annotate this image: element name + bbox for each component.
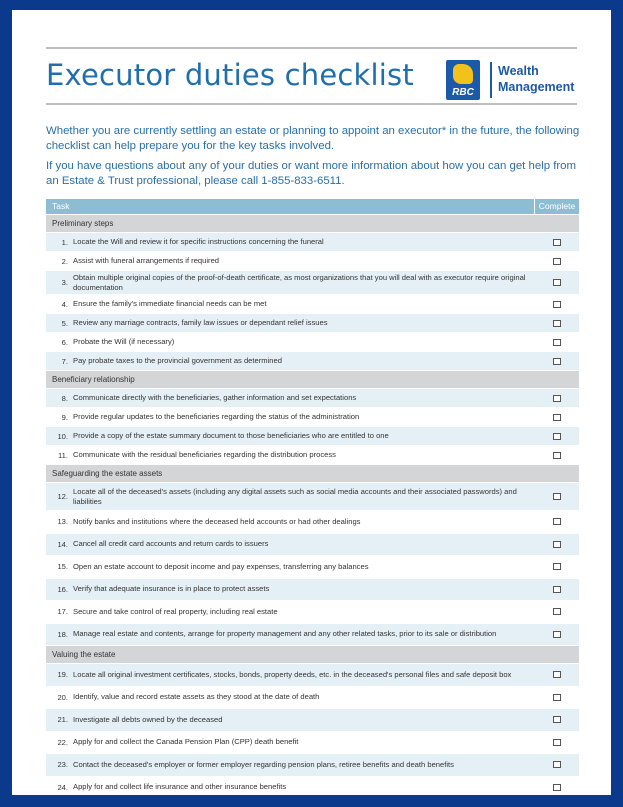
task-cell: [46, 233, 535, 251]
complete-cell: [535, 601, 579, 623]
table-row: [46, 623, 579, 646]
task-text: Locate the Will and review it for specific instructions concerning the funeral: [73, 237, 324, 246]
task-cell: [46, 271, 535, 294]
task-cell: [46, 511, 535, 533]
complete-checkbox[interactable]: [553, 518, 561, 525]
task-cell: [46, 352, 535, 370]
complete-checkbox[interactable]: [553, 395, 561, 402]
task-text: Review any marriage contracts, family law issues or dependant relief issues: [73, 318, 328, 327]
complete-checkbox[interactable]: [553, 716, 561, 723]
complete-cell: [535, 446, 579, 464]
complete-cell: [535, 754, 579, 776]
complete-cell: [535, 511, 579, 533]
task-number: 17.: [57, 607, 68, 617]
section-header: Valuing the estate: [46, 645, 579, 663]
table-row: [46, 663, 579, 686]
task-number: 5.: [61, 318, 68, 328]
complete-cell: [535, 664, 579, 686]
table-body: [46, 214, 579, 795]
table-row: [46, 313, 579, 332]
title-divider: [46, 103, 577, 105]
complete-cell: [535, 732, 579, 754]
section-header: Safeguarding the estate assets: [46, 464, 579, 482]
complete-checkbox[interactable]: [553, 784, 561, 791]
task-text: Probate the Will (if necessary): [73, 337, 175, 346]
complete-checkbox[interactable]: [553, 586, 561, 593]
task-number: 4.: [61, 299, 68, 309]
task-text: Provide regular updates to the beneficiaries regarding the status of the administration: [73, 412, 360, 421]
complete-checkbox[interactable]: [553, 608, 561, 615]
task-number: 12.: [57, 492, 68, 501]
task-text: Manage real estate and contents, arrange for property management and any other related tasks, prior to its sale or distribution: [73, 629, 497, 639]
table-row: [46, 708, 579, 731]
task-text: Locate all original investment certificates, stocks, bonds, property deeds, etc. in the deceased's personal files and safe deposit box: [73, 669, 512, 679]
task-cell: [46, 389, 535, 407]
table-row: [46, 731, 579, 754]
complete-cell: [535, 687, 579, 709]
complete-checkbox[interactable]: [553, 433, 561, 440]
complete-cell: [535, 427, 579, 445]
complete-cell: [535, 579, 579, 601]
task-number: 7.: [61, 356, 68, 366]
column-header-task: Task: [52, 201, 70, 211]
task-number: 19.: [57, 670, 68, 680]
logo-text: [498, 63, 574, 95]
complete-cell: [535, 777, 579, 796]
task-cell: [46, 624, 535, 646]
task-cell: [46, 483, 535, 510]
task-cell: [46, 687, 535, 709]
logo-divider: [490, 62, 492, 98]
complete-cell: [535, 483, 579, 510]
task-text: Assist with funeral arrangements if required: [73, 256, 220, 265]
complete-cell: [535, 233, 579, 251]
task-number: 15.: [57, 562, 68, 572]
table-row: [46, 270, 579, 294]
task-text: Verify that adequate insurance is in place to protect assets: [73, 584, 270, 594]
task-text: Communicate with the residual beneficiaries regarding the distribution process: [73, 450, 336, 459]
complete-checkbox[interactable]: [553, 414, 561, 421]
task-text: Communicate directly with the beneficiaries, gather information and set expectations: [73, 393, 357, 402]
complete-cell: [535, 352, 579, 370]
task-text: Locate all of the deceased's assets (including any digital assets such as social media accounts and their associated passwords) and liabilities: [73, 486, 517, 506]
table-row: [46, 600, 579, 623]
task-cell: [46, 556, 535, 578]
rbc-shield-icon: [446, 60, 480, 100]
complete-checkbox[interactable]: [553, 258, 561, 265]
task-cell: [46, 709, 535, 731]
task-text: Secure and take control of real property, including real estate: [73, 606, 278, 616]
complete-cell: [535, 271, 579, 294]
task-cell: [46, 732, 535, 754]
table-row: [46, 332, 579, 351]
task-cell: [46, 534, 535, 556]
task-number: 18.: [57, 629, 68, 639]
task-number: 10.: [57, 431, 68, 441]
task-number: 13.: [57, 517, 68, 527]
document-page: [12, 10, 611, 795]
table-row: [46, 232, 579, 251]
task-number: 24.: [57, 782, 68, 792]
intro-text: [46, 124, 583, 194]
complete-cell: [535, 408, 579, 426]
task-text: Pay probate taxes to the provincial government as determined: [73, 356, 282, 365]
task-cell: [46, 314, 535, 332]
task-text: Identify, value and record estate assets as they stood at the date of death: [73, 692, 320, 702]
task-number: 8.: [61, 393, 68, 403]
complete-checkbox[interactable]: [553, 279, 561, 286]
table-row: [46, 388, 579, 407]
task-number: 6.: [61, 337, 68, 347]
complete-checkbox[interactable]: [553, 320, 561, 327]
logo-line1: Wealth: [498, 64, 539, 78]
logo-brand: RBC: [452, 87, 474, 98]
checklist-table: [46, 199, 579, 795]
table-row: [46, 351, 579, 370]
table-row: [46, 294, 579, 313]
task-cell: [46, 754, 535, 776]
table-row: [46, 533, 579, 556]
complete-checkbox[interactable]: [553, 671, 561, 678]
complete-cell: [535, 624, 579, 646]
complete-cell: [535, 314, 579, 332]
table-row: [46, 407, 579, 426]
intro-paragraph-2: If you have questions about any of your duties or want more information about how you can get help from an Estate & Trust professional, please call 1-855-833-6511.: [46, 160, 576, 187]
task-text: Apply for and collect the Canada Pension Plan (CPP) death benefit: [73, 737, 299, 747]
table-row: [46, 686, 579, 709]
table-row: [46, 251, 579, 270]
complete-checkbox[interactable]: [553, 452, 561, 459]
complete-checkbox[interactable]: [553, 563, 561, 570]
complete-cell: [535, 709, 579, 731]
task-cell: [46, 579, 535, 601]
page-title: Executor duties checklist: [46, 58, 414, 92]
task-cell: [46, 664, 535, 686]
task-number: 2.: [61, 256, 68, 266]
table-row: [46, 578, 579, 601]
intro-paragraph-1: Whether you are currently settling an estate or planning to appoint an executor* in the future, the following checklist can help prepare you for the key tasks involved.: [46, 125, 580, 152]
complete-checkbox[interactable]: [553, 358, 561, 365]
complete-cell: [535, 252, 579, 270]
task-text: Investigate all debts owned by the deceased: [73, 714, 223, 724]
task-number: 21.: [57, 715, 68, 725]
complete-checkbox[interactable]: [553, 739, 561, 746]
task-cell: [46, 427, 535, 445]
complete-cell: [535, 389, 579, 407]
complete-checkbox[interactable]: [553, 631, 561, 638]
task-number: 3.: [61, 278, 68, 287]
section-header: Preliminary steps: [46, 214, 579, 232]
section-header: Beneficiary relationship: [46, 370, 579, 388]
complete-cell: [535, 295, 579, 313]
complete-checkbox[interactable]: [553, 339, 561, 346]
task-text: Contact the deceased's employer or former employer regarding pension plans, retiree benefits and death benefits: [73, 759, 454, 769]
complete-checkbox[interactable]: [553, 301, 561, 308]
complete-cell: [535, 534, 579, 556]
task-number: 23.: [57, 760, 68, 770]
task-number: 9.: [61, 412, 68, 422]
complete-checkbox[interactable]: [553, 694, 561, 701]
lion-icon: [453, 64, 473, 84]
task-text: Open an estate account to deposit income and pay expenses, transferring any balances: [73, 561, 369, 571]
complete-cell: [535, 556, 579, 578]
task-number: 22.: [57, 737, 68, 747]
task-number: 14.: [57, 539, 68, 549]
complete-checkbox[interactable]: [553, 761, 561, 768]
task-cell: [46, 333, 535, 351]
task-text: Notify banks and institutions where the deceased held accounts or had other dealings: [73, 516, 361, 526]
task-cell: [46, 252, 535, 270]
task-number: 11.: [58, 450, 68, 460]
task-cell: [46, 295, 535, 313]
task-number: 20.: [57, 692, 68, 702]
logo-line2: Management: [498, 80, 575, 94]
task-text: Obtain multiple original copies of the proof-of-death certificate, as most organizations that you will deal with as executor require original documentation: [73, 272, 526, 292]
task-text: Ensure the family's immediate financial needs can be met: [73, 299, 267, 308]
table-row: [46, 482, 579, 510]
task-text: Provide a copy of the estate summary document to those beneficiaries who are entitled to one: [73, 431, 389, 440]
table-row: [46, 445, 579, 464]
table-row: [46, 776, 579, 796]
table-row: [46, 426, 579, 445]
complete-checkbox[interactable]: [553, 493, 561, 500]
task-cell: [46, 446, 535, 464]
task-text: Cancel all credit card accounts and return cards to issuers: [73, 539, 269, 549]
complete-checkbox[interactable]: [553, 541, 561, 548]
table-header: [46, 199, 579, 214]
task-text: Apply for and collect life insurance and other insurance benefits: [73, 782, 287, 792]
task-number: 1.: [61, 237, 68, 247]
table-row: [46, 555, 579, 578]
task-cell: [46, 777, 535, 796]
task-cell: [46, 601, 535, 623]
task-number: 16.: [57, 584, 68, 594]
column-header-complete: Complete: [534, 199, 579, 214]
complete-checkbox[interactable]: [553, 239, 561, 246]
task-cell: [46, 408, 535, 426]
rbc-logo: [444, 58, 580, 102]
top-divider: [46, 47, 577, 49]
complete-cell: [535, 333, 579, 351]
table-row: [46, 753, 579, 776]
table-row: [46, 510, 579, 533]
